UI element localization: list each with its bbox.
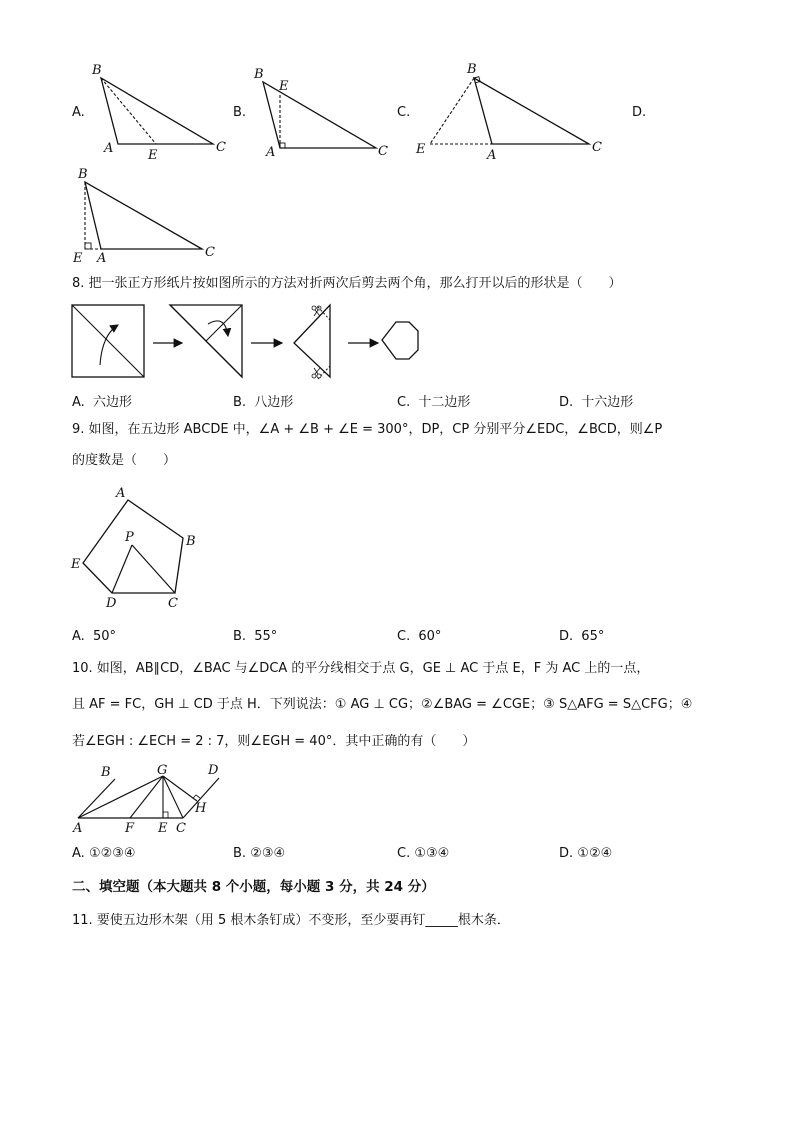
q10-label-f: F — [125, 821, 135, 836]
q8-stem: 8. 把一张正方形纸片按如图所示的方法对折两次后剪去两个角，那么打开以后的形状是（ ） — [72, 276, 622, 291]
q10-option-d[interactable] — [559, 846, 612, 861]
q9-label-c: C — [168, 596, 178, 611]
q7-option-a-letter: A. — [72, 105, 85, 120]
q10-option-c-letter: C. — [397, 846, 411, 861]
q10-label-a: A — [73, 821, 83, 836]
q8-option-a-text: 六边形 — [92, 395, 132, 410]
section-heading-fill-in: 二、填空题（本大题共 8 个小题，每小题 3 分，共 24 分） — [72, 879, 435, 895]
q10-stem-line2: 且 AF = FC，GH ⊥ CD 于点 H．下列说法：① AG ⊥ CG；②∠BAG = ∠CGE；③ S△AFG = S△CFG；④ — [72, 697, 693, 712]
q8-option-d-text: 十六边形 — [581, 395, 634, 410]
q7c-label-a: A — [487, 148, 497, 163]
q7c-label-e: E — [416, 142, 426, 157]
q10-stem-line1: 10. 如图，AB∥CD，∠BAC 与∠DCA 的平分线相交于点 G，GE ⊥ AC 于点 E，F 为 AC 上的一点， — [72, 661, 650, 676]
q9-option-a-letter: A. — [72, 629, 85, 644]
q9-option-b-letter: B. — [233, 629, 247, 644]
q9-label-p: P — [125, 530, 134, 545]
q8-option-b-letter: B. — [233, 395, 247, 410]
q10-label-e: E — [158, 821, 168, 836]
q9-option-d-text: 65° — [581, 629, 605, 644]
q7d-label-c: C — [205, 245, 215, 260]
q10-option-a-letter: A. — [72, 846, 85, 861]
q7-option-b-letter: B. — [233, 105, 247, 120]
q8-option-d-letter: D. — [559, 395, 574, 410]
q9-stem-line2: 的度数是（ ） — [72, 453, 177, 468]
q9-label-e: E — [71, 557, 81, 572]
q7-option-c-letter: C. — [397, 105, 411, 120]
q7c-label-b: B — [467, 62, 477, 77]
q7a-label-a: A — [104, 141, 114, 156]
q10-option-d-letter: D. — [559, 846, 574, 861]
q7b-label-b: B — [254, 67, 264, 82]
q8-option-a-letter: A. — [72, 395, 85, 410]
q10-label-b: B — [101, 765, 111, 780]
q10-label-h: H — [195, 801, 207, 816]
q7c-label-c: C — [592, 140, 602, 155]
q7b-label-e: E — [279, 79, 289, 94]
q9-label-a: A — [116, 486, 126, 501]
q10-option-a[interactable] — [72, 846, 136, 861]
q8-option-c-text: 十二边形 — [418, 395, 471, 410]
q8-option-c-letter: C. — [397, 395, 411, 410]
q9-label-b: B — [186, 534, 196, 549]
q10-label-d: D — [208, 763, 219, 778]
q9-option-a-text: 50° — [92, 629, 116, 644]
q7a-label-b: B — [92, 63, 102, 78]
q10-option-c[interactable] — [397, 846, 449, 861]
q10-option-b-text: ②③④ — [250, 846, 286, 861]
q9-option-d-letter: D. — [559, 629, 574, 644]
q9-option-b-text: 55° — [254, 629, 278, 644]
q10-option-c-text: ①③④ — [414, 846, 450, 861]
q7d-label-b: B — [78, 167, 88, 182]
q10-label-c: C — [176, 821, 186, 836]
q7-option-d-letter: D. — [632, 105, 647, 120]
q11-stem: 11. 要使五边形木架（用 5 根木条钉成）不变形，至少要再钉_____根木条． — [72, 913, 510, 928]
q9-option-c-text: 60° — [418, 629, 442, 644]
q7d-label-a: A — [97, 251, 107, 266]
q7b-label-a: A — [266, 145, 276, 160]
q9-option-c-letter: C. — [397, 629, 411, 644]
q10-option-d-text: ①②④ — [577, 846, 613, 861]
q9-label-d: D — [106, 596, 117, 611]
q7b-label-c: C — [378, 144, 388, 159]
q10-stem-line3: 若∠EGH : ∠ECH = 2 : 7，则∠EGH = 40°．其中正确的有（ ） — [72, 734, 476, 749]
q10-label-g: G — [157, 763, 168, 778]
q7a-label-e: E — [148, 148, 158, 163]
q10-option-b-letter: B. — [233, 846, 247, 861]
q10-option-a-text: ①②③④ — [88, 846, 136, 861]
q7a-label-c: C — [216, 140, 226, 155]
q8-option-b-text: 八边形 — [254, 395, 294, 410]
q9-stem-line1: 9. 如图，在五边形 ABCDE 中，∠A + ∠B + ∠E = 300°，DP，CP 分别平分∠EDC，∠BCD，则∠P — [72, 422, 663, 437]
q7d-label-e: E — [73, 251, 83, 266]
q10-option-b[interactable] — [233, 846, 285, 861]
